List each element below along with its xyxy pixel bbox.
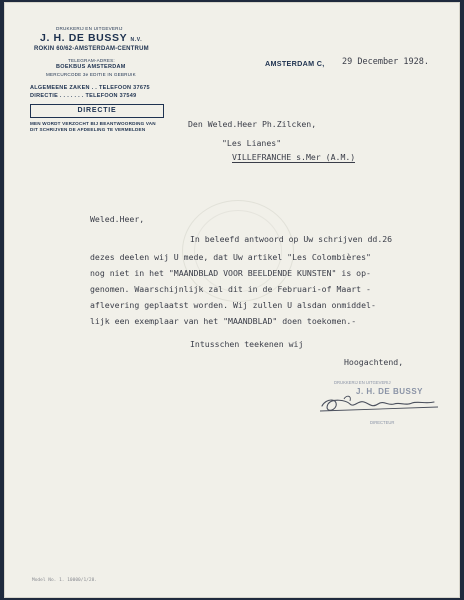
notice-line-2: DIT SCHRIJVEN DE AFDEELING TE VERMELDEN	[30, 127, 146, 132]
phone-general: ALGEMEENE ZAKEN . . TELEFOON 37675	[30, 85, 150, 91]
recipient-line-1: Den Weled.Heer Ph.Zilcken,	[188, 119, 317, 129]
phone-direction: DIRECTIE . . . . . . . TELEFOON 37549	[30, 93, 137, 99]
body-line-6: lijk een exemplaar van het "MAANDBLAD" doen toekomen.-	[90, 316, 357, 326]
telegram-label: TELEGRAM-ADRES:	[68, 58, 115, 63]
salutation: Weled.Heer,	[90, 214, 145, 224]
firm-name-text: J. H. DE BUSSY	[40, 32, 127, 44]
body-line-1: In beleefd antwoord op Uw schrijven dd.26	[190, 234, 393, 244]
closing: Hoogachtend,	[344, 357, 404, 367]
recipient-line-3: VILLEFRANCHE s.Mer (A.M.)	[232, 152, 356, 162]
letter-date: 29 December 1928.	[342, 57, 429, 67]
watermark-seal-inner	[194, 210, 282, 292]
stamp-line-1: DRUKKERIJ EN UITGEVERIJ	[334, 380, 391, 385]
letter-place: AMSTERDAM C,	[265, 59, 325, 68]
body-line-2: dezes deelen wij U mede, dat Uw artikel "Les Colombières"	[90, 252, 371, 262]
stamp-line-2: J. H. DE BUSSY	[356, 387, 424, 396]
body-line-3: nog niet in het "MAANDBLAD VOOR BEELDENDE KUNSTEN" is op-	[90, 268, 371, 278]
form-number: Model No. 1. 10000/1/28.	[32, 578, 98, 583]
recipient-line-2: "Les Lianes"	[222, 138, 282, 148]
handwritten-signature	[316, 392, 446, 418]
body-line-7: Intusschen teekenen wij	[190, 339, 304, 349]
department-box: DIRECTIE	[30, 104, 164, 118]
letterhead-tagline: DRUKKERIJ EN UITGEVERIJ	[56, 26, 123, 31]
code-line: MERCURCODE 3e EDITIE IN GEBRUIK	[46, 72, 136, 77]
telegram-address: BOEKBUS AMSTERDAM	[56, 64, 126, 70]
stamp-line-3: DIRECTEUR	[370, 420, 395, 425]
letterhead-address: ROKIN 60/62-AMSTERDAM-CENTRUM	[34, 46, 149, 52]
body-line-5: aflevering geplaatst worden. Wij zullen U alsdan onmiddel-	[90, 300, 376, 310]
firm-suffix: N.V.	[130, 37, 143, 43]
notice-line-1: MEN WORDT VERZOCHT BIJ BEANTWOORDING VAN	[30, 121, 156, 126]
letterhead-firm-name	[40, 32, 142, 44]
letter-sheet	[4, 2, 460, 598]
body-line-4: genomen. Waarschijnlijk zal dit in de Februari-of Maart -	[90, 284, 371, 294]
